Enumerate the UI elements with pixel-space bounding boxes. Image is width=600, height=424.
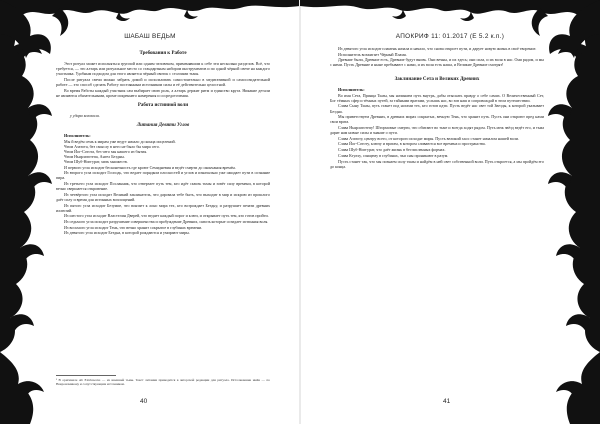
running-header: АПОКРИФ 11: 01.2017 (E 5.2 к.п.) bbox=[395, 33, 505, 40]
corner-paragraph: Из четвёртого угла исходит Великий заклинатель, что даровала тебе быть, что выходит в мир и искрою из прошлого даёт силу и время для истинных воплощений. bbox=[56, 191, 270, 202]
litany-line: Чтим Шуб-Ниггурат, мать множеств. bbox=[64, 159, 128, 165]
work-note: у удара колокола. bbox=[70, 112, 100, 118]
performer-label: Исполнитель: bbox=[338, 86, 365, 92]
section-title: Требования к Работе bbox=[139, 51, 187, 56]
right-text-column bbox=[330, 46, 544, 169]
invocation-title: Заклинание Сета и Великих Древних bbox=[394, 76, 480, 82]
corner-paragraph: Из восьмого угла исходит Тень, что вечно хранит сокрытое в глубинах времени. bbox=[64, 224, 203, 230]
litany-line: Чтим Азатота, без смыслу в него не было бы мира сего. bbox=[64, 144, 160, 150]
left-text-column bbox=[56, 46, 270, 236]
paragraph: После ритуала свечи можно забрать домой и использовать самостоятельно в медитативной и самосозидательной работе — это способ сделать Работу постоянным источником силы и её действительно целостной. bbox=[56, 76, 270, 87]
invocation-paragraph: Мы приветствуем Древних, в древних мирах сокрытых, вечную Тень, что хранит путь. Пусть они откроют пред нами свои врата. bbox=[330, 114, 544, 125]
invocation-paragraph: Пусть станет так, что мы познаем силу тьмы и найдём в ней свет собственной воли. Путь откроется, а мы пройдём его до конца. bbox=[330, 158, 544, 169]
invocation-paragraph: Слава Азатоту, центру всего, от которого исходят миры. Пусть великий хаос станет началом нашей воли. bbox=[338, 135, 519, 141]
running-header: ШАБАШ ВЕДЬМ bbox=[124, 33, 176, 40]
performer-label: Исполнитель: bbox=[64, 132, 91, 138]
corner-paragraph: И первого угла исходит бесконечность где кроют Семидневия и ведёт смерти до окончания времён. bbox=[64, 164, 236, 170]
paragraph: Древние были, Древние есть, Древние будут вновь. Они вечны, и их здесь; они сила, и их воля в нас. Они рядом, и мы с ними. Пусть Древние и ныне пребывают с нами, и их воля есть наша, и Великие Древние смотрят! bbox=[330, 57, 544, 68]
page-number: 41 bbox=[443, 398, 451, 405]
corner-paragraph: Из пятого угла исходит Безумие, что вонзает к лоно мира тех, кто возрождает Бездну, и разрушает печати древних иллюзий. bbox=[56, 202, 270, 213]
footnote-divider bbox=[56, 375, 116, 376]
footnote: ¹ В оригинале Ab Extrinsecus — из внешней тьмы. Текст литании приводится в авторской редакции для ритуала. Истолкование имён — по Некрономикону и сопутствующим источникам. bbox=[56, 378, 270, 387]
paragraph: Этот ритуал может исполняться группой или одним человеком, применявшим к себе эти несколько разделов. Всё, что требуется, — это алтарь или ритуальное место со стандартным набором инструментов и по одной чёрной свече на каждого участника. Удобным подходом для этого является чёрный свиток с столпами тьмы. bbox=[56, 61, 270, 77]
invocation-paragraph: Во имя Сета, Принца Тьмы, мы начинаем путь внутрь, дабы отыскать правду о себе самих. О Величественный Сет, Бог тёмных сфер и тёмных путей, за тайными вратами, услышь нас, во зов наш и сопровождай в этом путешествии. bbox=[330, 92, 544, 103]
invocation-paragraph: Слава Сыну Тьмы, путь станет под ногами тех, кто готов идти. Пусть ведёт нас свет той Звезды, к которой указывает Бездна. bbox=[330, 103, 544, 114]
litany-line: Чтим Йог-Сотота, без чего мы нашего из бытия. bbox=[64, 149, 148, 155]
invocation-paragraph: Слава Йог-Сототу, ключу и вратам, в котором сливаются все времена и пространства. bbox=[338, 141, 486, 147]
page-number: 40 bbox=[140, 398, 148, 405]
corner-paragraph: Из шестого угла исходит Властелин Дверей, что ведает каждый порог и ключ, и открывает путь тем, кто готов пройти. bbox=[64, 213, 269, 219]
invocation-paragraph: Слава Ктулху, спящему в глубинах, чьи сны проникают в разум. bbox=[338, 152, 449, 158]
right-page bbox=[300, 0, 600, 424]
paragraph: Из девятого угла исходит пламень начала и начало, что снова откроет пути, и дарует новую жизнь в своё творение. bbox=[338, 46, 537, 51]
paragraph: Во время Работы каждый участник сам выбирает свою роль, а алтарь держит ритм и единство круга. Никакие детали не являются обязательными, кроме искреннего намерения и сосредоточения. bbox=[56, 87, 270, 98]
paragraph: Исполнитель возжигает Чёрный Пламя. bbox=[338, 51, 407, 57]
work-title: Работа истинной воли bbox=[137, 102, 189, 108]
litany-line: Чтим Ньярлатотепа, Ангел Бездны. bbox=[64, 154, 125, 160]
corner-paragraph: Из второго угла исходит Господь, что ведает порядком плоскостей и углов и изначально уже ожидает пути в сознание пира. bbox=[56, 170, 270, 181]
corner-paragraph: Из седьмого угла исходит разрушение совершенства и пробуждение Древних, сквозь которые созидает истинная воля. bbox=[64, 219, 269, 224]
litany-title: Литания Девяти Углов bbox=[136, 122, 190, 128]
corner-paragraph: Из девятого угла исходит Бездна, в которой рождаются и умирают миры. bbox=[64, 230, 190, 236]
invocation-paragraph: Слава Шуб-Ниггурат, что даёт жизнь в бесчисленных формах. bbox=[338, 147, 446, 153]
invocation-paragraph: Слава Ньярлатотепу! Штормовые смерти, что обитают во тьме и всегда ходят рядом. Путь меж звёзд ведёт его, и тьма дарит нам новые силы и знание о пути. bbox=[330, 125, 544, 136]
litany-line: Мы й ведём семь к мирам уже ведут начало до конца исцелений. bbox=[64, 139, 176, 145]
corner-paragraph: Из третьего угла исходит Посланник, что отверзает путь тем, кто идёт сквозь тьмы и зовёт силу времени, в которой вечно свершается откровение. bbox=[56, 180, 270, 192]
